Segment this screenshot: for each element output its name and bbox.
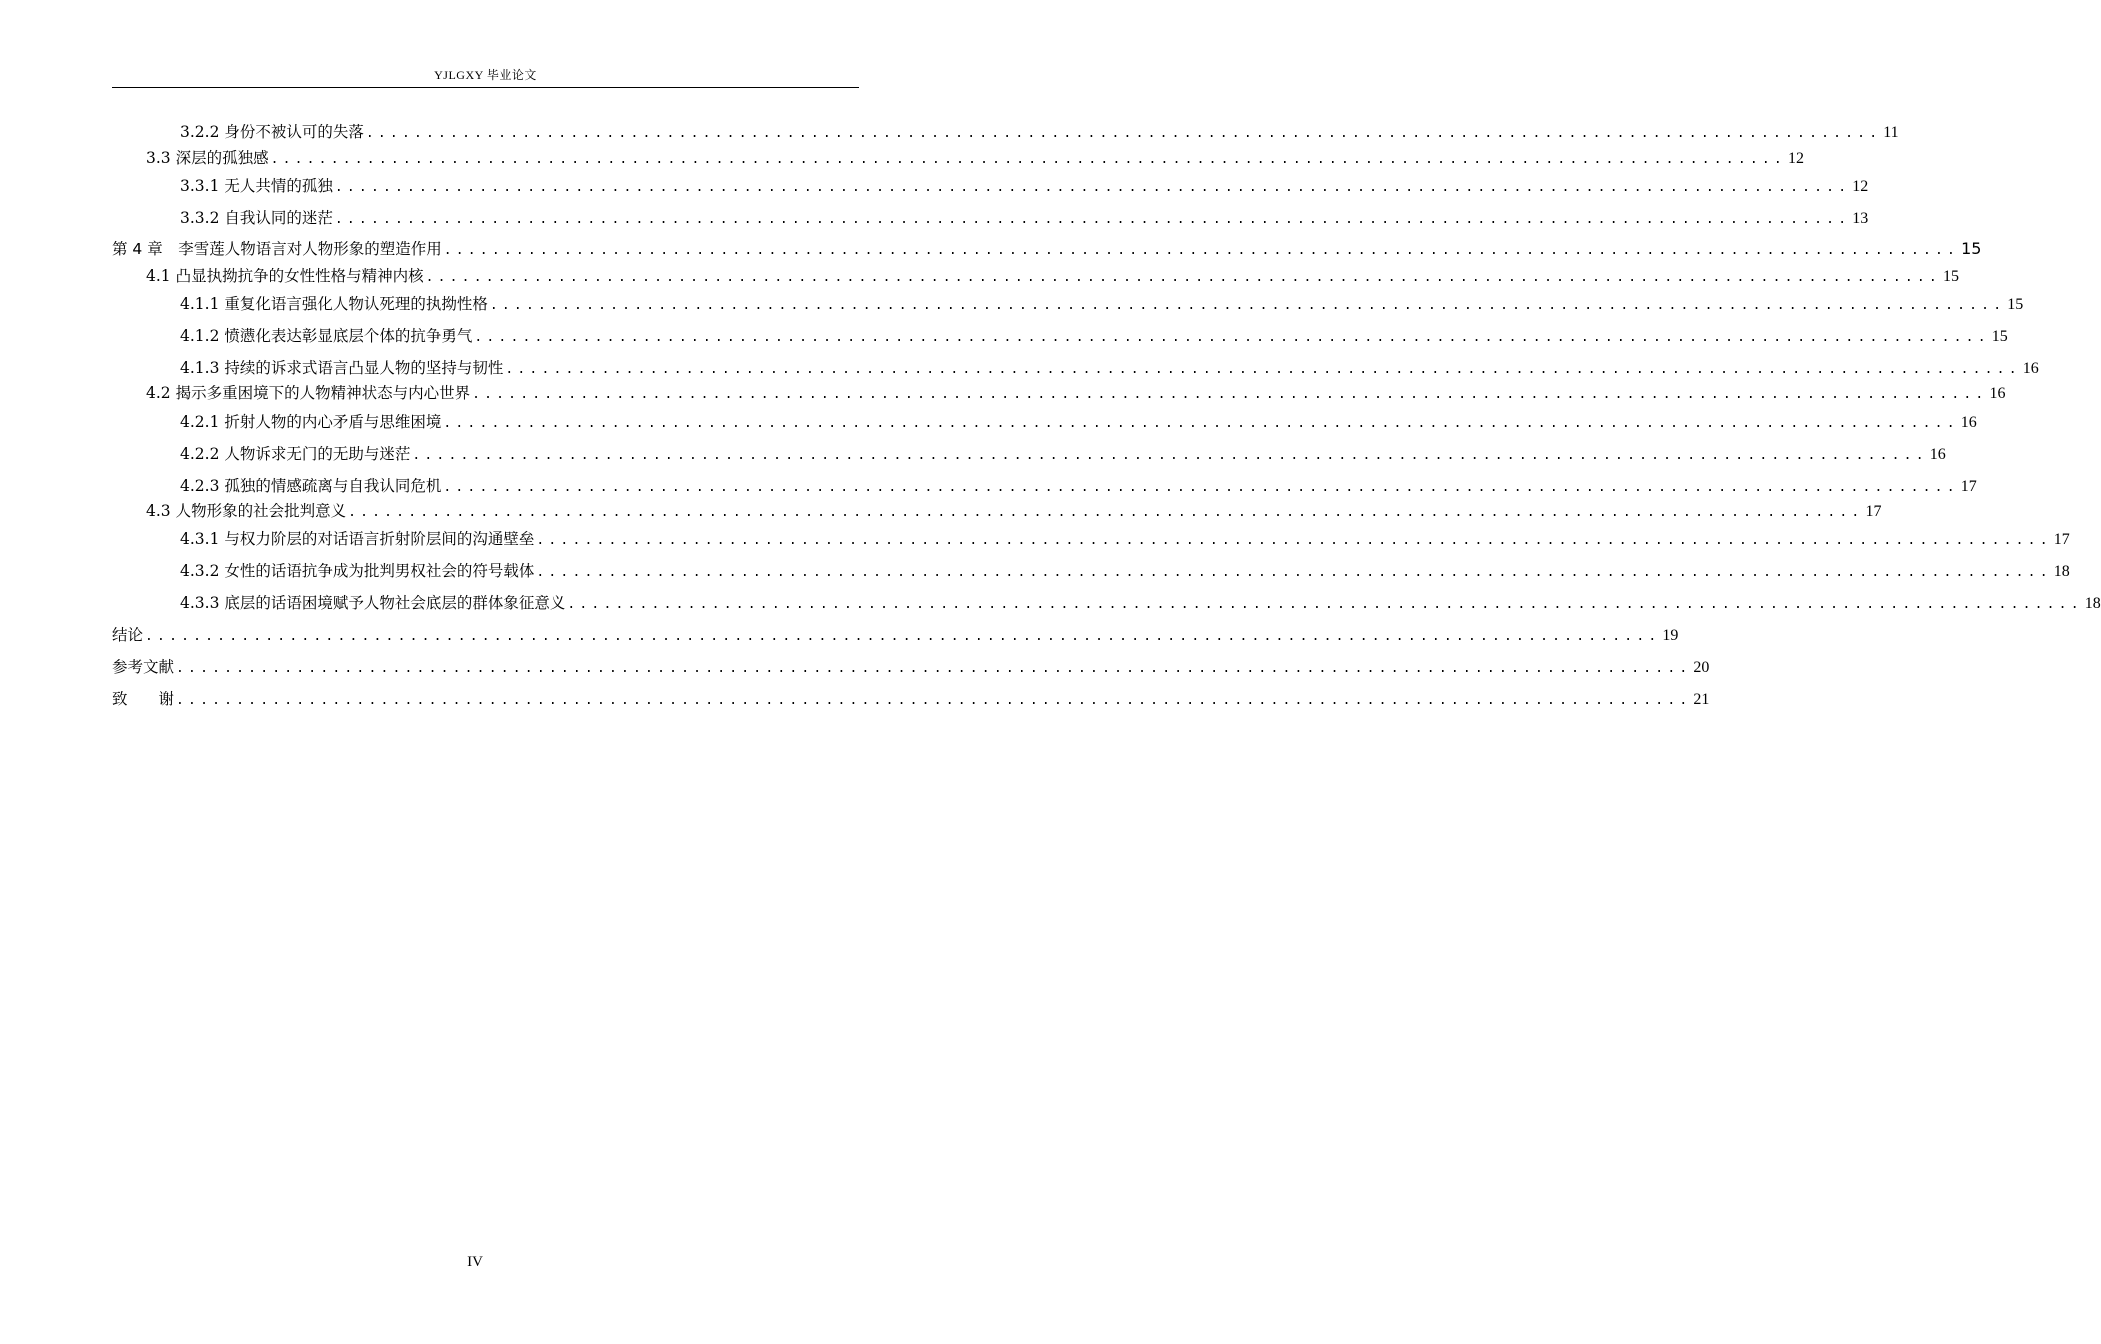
dot-leader: .............................................................................................................................. bbox=[425, 270, 1941, 285]
toc-entry[interactable] bbox=[180, 412, 1977, 434]
toc-entry-title: 4.1.3 持续的诉求式语言凸显人物的坚持与韧性 bbox=[180, 359, 504, 377]
toc-entry-title: 4.3 人物形象的社会批判意义 bbox=[146, 502, 347, 520]
toc-entry-page: 15 bbox=[2007, 296, 2024, 313]
toc-entry[interactable] bbox=[146, 266, 1959, 288]
toc-entry-page: 17 bbox=[1960, 478, 1977, 495]
dot-leader: .............................................................................................................................. bbox=[489, 298, 2006, 313]
dot-leader: .............................................................................................................................. bbox=[505, 362, 2021, 377]
toc-entry-page: 17 bbox=[1865, 503, 1882, 520]
toc-entry-title: 4.3.1 与权力阶层的对话语言折射阶层间的沟通壁垒 bbox=[180, 530, 535, 548]
toc-entry-page: 16 bbox=[1929, 446, 1946, 463]
toc-entry-page: 15 bbox=[1942, 268, 1959, 285]
toc-entry-title: 4.3.2 女性的话语抗争成为批判男权社会的符号载体 bbox=[180, 562, 535, 580]
toc-entry[interactable] bbox=[180, 593, 2101, 615]
toc-entry[interactable] bbox=[146, 383, 2006, 405]
header-rule bbox=[112, 87, 859, 88]
toc-entry-title: 4.2.3 孤独的情感疏离与自我认同危机 bbox=[180, 477, 442, 495]
dot-leader: .............................................................................................................................. bbox=[536, 533, 2052, 548]
dot-leader: .............................................................................................................................. bbox=[334, 212, 1851, 227]
toc-entry-page: 15 bbox=[1991, 328, 2008, 345]
toc-entry-title: 参考文献 bbox=[112, 658, 175, 676]
toc-entry[interactable] bbox=[180, 358, 2039, 380]
toc-entry-title: 3.3.1 无人共情的孤独 bbox=[180, 177, 333, 195]
dot-leader: .............................................................................................................................. bbox=[145, 629, 1661, 644]
toc-entry-title: 3.3 深层的孤独感 bbox=[146, 149, 269, 167]
toc-entry-page: 18 bbox=[2084, 595, 2101, 612]
toc-entry[interactable] bbox=[180, 294, 2024, 316]
toc-entry-title: 4.2.1 折射人物的内心矛盾与思维困境 bbox=[180, 413, 442, 431]
dot-leader: .............................................................................................................................. bbox=[567, 597, 2083, 612]
toc-entry-page: 18 bbox=[2053, 563, 2070, 580]
dot-leader: .............................................................................................................................. bbox=[176, 661, 1692, 676]
toc-entry[interactable] bbox=[180, 122, 1899, 144]
toc-entry-page: 21 bbox=[1693, 691, 1710, 708]
toc-entry[interactable] bbox=[180, 529, 2070, 551]
toc-entry-title: 4.1.1 重复化语言强化人物认死理的执拗性格 bbox=[180, 295, 488, 313]
dot-leader: .............................................................................................................................. bbox=[536, 565, 2052, 580]
toc-entry-page: 11 bbox=[1883, 124, 1899, 141]
dot-leader: .............................................................................................................................. bbox=[365, 126, 1882, 141]
page-number: IV bbox=[467, 1254, 483, 1270]
toc-entry[interactable] bbox=[180, 476, 1977, 498]
dot-leader: .............................................................................................................................. bbox=[270, 152, 1786, 167]
dot-leader: .............................................................................................................................. bbox=[443, 416, 1959, 431]
toc-entry-page: 12 bbox=[1787, 150, 1804, 167]
toc-entry[interactable] bbox=[112, 657, 1710, 679]
toc-entry-title: 3.2.2 身份不被认可的失落 bbox=[180, 123, 364, 141]
dot-leader: .............................................................................................................................. bbox=[348, 505, 1864, 520]
dot-leader: .............................................................................................................................. bbox=[443, 480, 1959, 495]
toc-entry-page: 16 bbox=[1989, 385, 2006, 402]
dot-leader: .............................................................................................................................. bbox=[334, 180, 1851, 195]
running-header: YJLGXY 毕业论文 bbox=[434, 68, 537, 82]
toc-entry[interactable] bbox=[180, 561, 2070, 583]
dot-leader: .............................................................................................................................. bbox=[472, 387, 1988, 402]
dot-leader: .............................................................................................................................. bbox=[176, 693, 1692, 708]
toc-entry-title: 致 谢 bbox=[112, 690, 175, 708]
toc-chapter-entry[interactable] bbox=[112, 239, 1982, 261]
toc-entry[interactable] bbox=[112, 625, 1679, 647]
dot-leader: .............................................................................................................................. bbox=[412, 448, 1928, 463]
toc-entry[interactable] bbox=[146, 148, 1804, 170]
toc-entry-page: 16 bbox=[1960, 414, 1977, 431]
toc-entry-title: 4.3.3 底层的话语困境赋予人物社会底层的群体象征意义 bbox=[180, 594, 566, 612]
dot-leader: .............................................................................................................................. bbox=[474, 330, 1990, 345]
toc-entry-title: 结论 bbox=[112, 626, 144, 644]
toc-entry-title: 4.1.2 愤懑化表达彰显底层个体的抗争勇气 bbox=[180, 327, 473, 345]
toc-entry[interactable] bbox=[112, 689, 1710, 711]
toc-entry[interactable] bbox=[146, 501, 1882, 523]
toc-entry-page: 19 bbox=[1662, 627, 1679, 644]
toc-entry-page: 13 bbox=[1852, 210, 1869, 227]
toc-entry-title: 3.3.2 自我认同的迷茫 bbox=[180, 209, 333, 227]
toc-entry-title: 4.1 凸显执拗抗争的女性性格与精神内核 bbox=[146, 267, 424, 285]
toc-entry-page: 16 bbox=[2022, 360, 2039, 377]
dot-leader: .............................................................................................................................. bbox=[443, 243, 1960, 258]
toc-entry-page: 17 bbox=[2053, 531, 2070, 548]
toc-entry-title: 第 4 章 李雪莲人物语言对人物形象的塑造作用 bbox=[112, 240, 442, 258]
toc-entry[interactable] bbox=[180, 208, 1869, 230]
toc-entry-title: 4.2.2 人物诉求无门的无助与迷茫 bbox=[180, 445, 411, 463]
toc-entry[interactable] bbox=[180, 444, 1946, 466]
toc-entry[interactable] bbox=[180, 326, 2008, 348]
toc-entry[interactable] bbox=[180, 176, 1869, 198]
toc-entry-page: 12 bbox=[1852, 178, 1869, 195]
toc-entry-page: 15 bbox=[1961, 239, 1982, 258]
toc-entry-page: 20 bbox=[1693, 659, 1710, 676]
toc-entry-title: 4.2 揭示多重困境下的人物精神状态与内心世界 bbox=[146, 384, 471, 402]
